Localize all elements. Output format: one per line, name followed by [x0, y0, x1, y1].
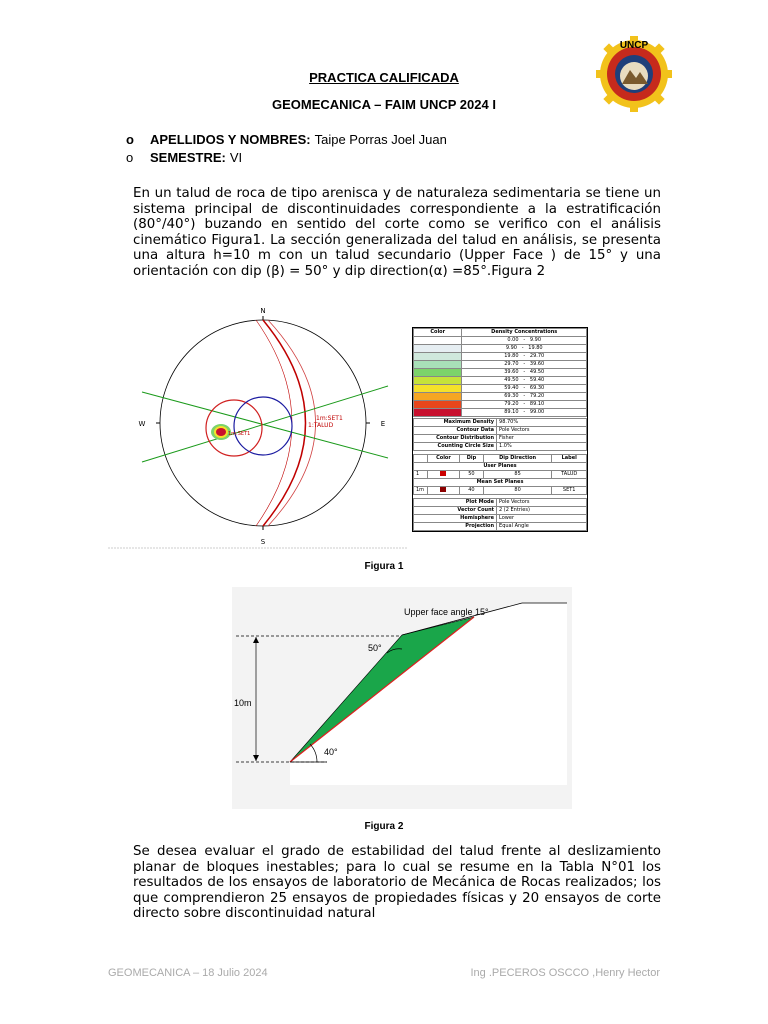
density-swatch — [414, 385, 462, 393]
planes-header: Dip — [460, 455, 484, 463]
slope-section-diagram — [232, 587, 572, 809]
density-row: 0.00 - 9.90 — [414, 337, 587, 345]
density-swatch — [414, 401, 462, 409]
density-from: 19.80 — [504, 353, 519, 359]
talud-label: 1:TALUD — [308, 422, 334, 429]
density-row: 49.50 - 59.40 — [414, 377, 587, 385]
bullet-marker: o — [126, 150, 134, 165]
west-label: W — [138, 420, 146, 428]
density-row: 9.90 - 19.80 — [414, 345, 587, 353]
legend-key: Contour Distribution — [414, 435, 497, 443]
legend-key: Plot Mode — [414, 499, 497, 507]
density-to: 29.70 — [529, 353, 545, 359]
plane-angle-label: 40° — [324, 747, 338, 757]
legend-key: Counting Circle Size — [414, 443, 497, 451]
density-row: 59.40 - 69.30 — [414, 385, 587, 393]
density-to: 59.40 — [529, 377, 545, 383]
semester-label: SEMESTRE: — [150, 150, 226, 165]
semester-value: VI — [229, 150, 243, 165]
density-row: 79.20 - 89.10 — [414, 401, 587, 409]
density-to: 99.00 — [529, 409, 545, 415]
height-label: 10m — [234, 698, 252, 708]
plane-swatch — [440, 487, 446, 492]
density-to: 39.60 — [529, 361, 545, 367]
density-to: 49.50 — [529, 369, 545, 375]
bullet-marker: o — [126, 132, 134, 147]
plane-dipdir: 85 — [483, 471, 552, 479]
legend-value: Pole Vectors — [497, 427, 587, 435]
legend-key: Contour Data — [414, 427, 497, 435]
density-swatch — [414, 345, 462, 353]
slope-angle-label: 50° — [368, 643, 382, 653]
legend-value: Fisher — [497, 435, 587, 443]
logo-text: UNCP — [619, 40, 649, 51]
legend-key: Hemisphere — [414, 515, 497, 523]
name-label: APELLIDOS Y NOMBRES: — [150, 132, 311, 147]
planes-header: Color — [427, 455, 459, 463]
density-row: 39.60 - 49.50 — [414, 369, 587, 377]
stereonet-plot — [108, 302, 408, 550]
legend-key: Projection — [414, 523, 497, 531]
density-from: 29.70 — [504, 361, 519, 367]
mean-planes-title: Mean Set Planes — [414, 479, 587, 487]
density-from: 49.50 — [504, 377, 519, 383]
density-row: 29.70 - 39.60 — [414, 361, 587, 369]
plane-swatch — [440, 471, 446, 476]
plane-id: 1m — [414, 487, 428, 495]
university-logo — [596, 36, 672, 112]
density-peak — [216, 428, 226, 436]
plane-dip: 40 — [460, 487, 484, 495]
footer-left: GEOMECANICA – 18 Julio 2024 — [108, 967, 268, 979]
density-from: 9.90 — [505, 345, 517, 351]
density-to: 79.20 — [529, 393, 545, 399]
figure2-caption: Figura 2 — [364, 821, 404, 832]
legend-value: 1.0% — [497, 443, 587, 451]
density-swatch — [414, 409, 462, 417]
page-title: PRACTICA CALIFICADA — [309, 70, 459, 85]
density-row: 89.10 - 99.00 — [414, 409, 587, 417]
figure1-caption: Figura 1 — [364, 561, 404, 572]
density-swatch — [414, 393, 462, 401]
density-from: 89.10 — [504, 409, 519, 415]
plane-id: 1 — [414, 471, 428, 479]
density-swatch — [414, 361, 462, 369]
density-from: 0.00 — [507, 337, 519, 343]
legend-value: 98.70% — [497, 419, 587, 427]
user-planes-title: User Planes — [414, 463, 587, 471]
density-swatch — [414, 377, 462, 385]
legend-value: 2 (2 Entries) — [497, 507, 587, 515]
density-swatch — [414, 353, 462, 361]
plane-dipdir: 80 — [483, 487, 552, 495]
page-subtitle: GEOMECANICA – FAIM UNCP 2024 I — [272, 97, 496, 112]
legend-value: Equal Angle — [497, 523, 587, 531]
density-to: 69.30 — [529, 385, 545, 391]
density-swatch — [414, 369, 462, 377]
density-from: 79.20 — [504, 401, 519, 407]
legend-key: Vector Count — [414, 507, 497, 515]
density-row: 19.80 - 29.70 — [414, 353, 587, 361]
density-row: 69.30 - 79.20 — [414, 393, 587, 401]
name-value: Taipe Porras Joel Juan — [314, 132, 447, 147]
set1-label: 1m:SET1 — [316, 415, 343, 422]
east-label: E — [380, 420, 386, 428]
stereonet-legend — [412, 327, 588, 532]
density-from: 59.40 — [504, 385, 519, 391]
density-from: 69.30 — [504, 393, 519, 399]
north-label: N — [260, 307, 266, 315]
density-from: 39.60 — [504, 369, 519, 375]
plane-label: SET1 — [552, 487, 587, 495]
set1-pole-label: 1m:SET1 — [228, 431, 251, 437]
plane-dip: 50 — [460, 471, 484, 479]
upper-face-label: Upper face angle 15° — [404, 607, 489, 617]
legend-value: Pole Vectors — [497, 499, 587, 507]
legend-key: Maximum Density — [414, 419, 497, 427]
legend-header: Density Concentrations — [462, 329, 587, 337]
footer-right: Ing .PECEROS OSCCO ,Henry Hector — [470, 967, 660, 979]
limit-line — [142, 392, 388, 458]
planes-header: Label — [552, 455, 587, 463]
student-info — [126, 131, 447, 167]
legend-value: Lower — [497, 515, 587, 523]
legend-header: Color — [414, 329, 462, 337]
density-to: 9.90 — [529, 337, 542, 343]
density-to: 89.10 — [529, 401, 545, 407]
paragraph-objective: Se desea evaluar el grado de estabilidad del talud frente al deslizamiento planar de bloques inestables; para lo cual se resume en la Tabla N°01 los resultados de los ensayos de laboratorio de Mecánica de Rocas realizados; los que comprendieron 25 ensayos de propiedades físicas y 20 ensayos de corte directo sobre discontinuidad natural — [133, 844, 661, 921]
density-to: 19.80 — [528, 345, 543, 351]
paragraph-intro: En un talud de roca de tipo arenisca y de naturaleza sedimentaria se tiene un sistema principal de discontinuidades correspondiente a la estratificación (80°/40°) buzando en sentido del corte como se verifico con el análisis cinemático Figura1. La sección generalizada del talud en análisis, se presenta una altura h=10 m con un talud secundario (Upper Face ) de 15° y una orientación con dip (β) = 50° y dip direction(α) =85°.Figura 2 — [133, 186, 661, 279]
planes-header: Dip Direction — [483, 455, 552, 463]
south-label: S — [260, 538, 266, 546]
density-swatch — [414, 337, 462, 345]
daylight-envelope — [234, 397, 292, 455]
plane-label: TALUD — [552, 471, 587, 479]
